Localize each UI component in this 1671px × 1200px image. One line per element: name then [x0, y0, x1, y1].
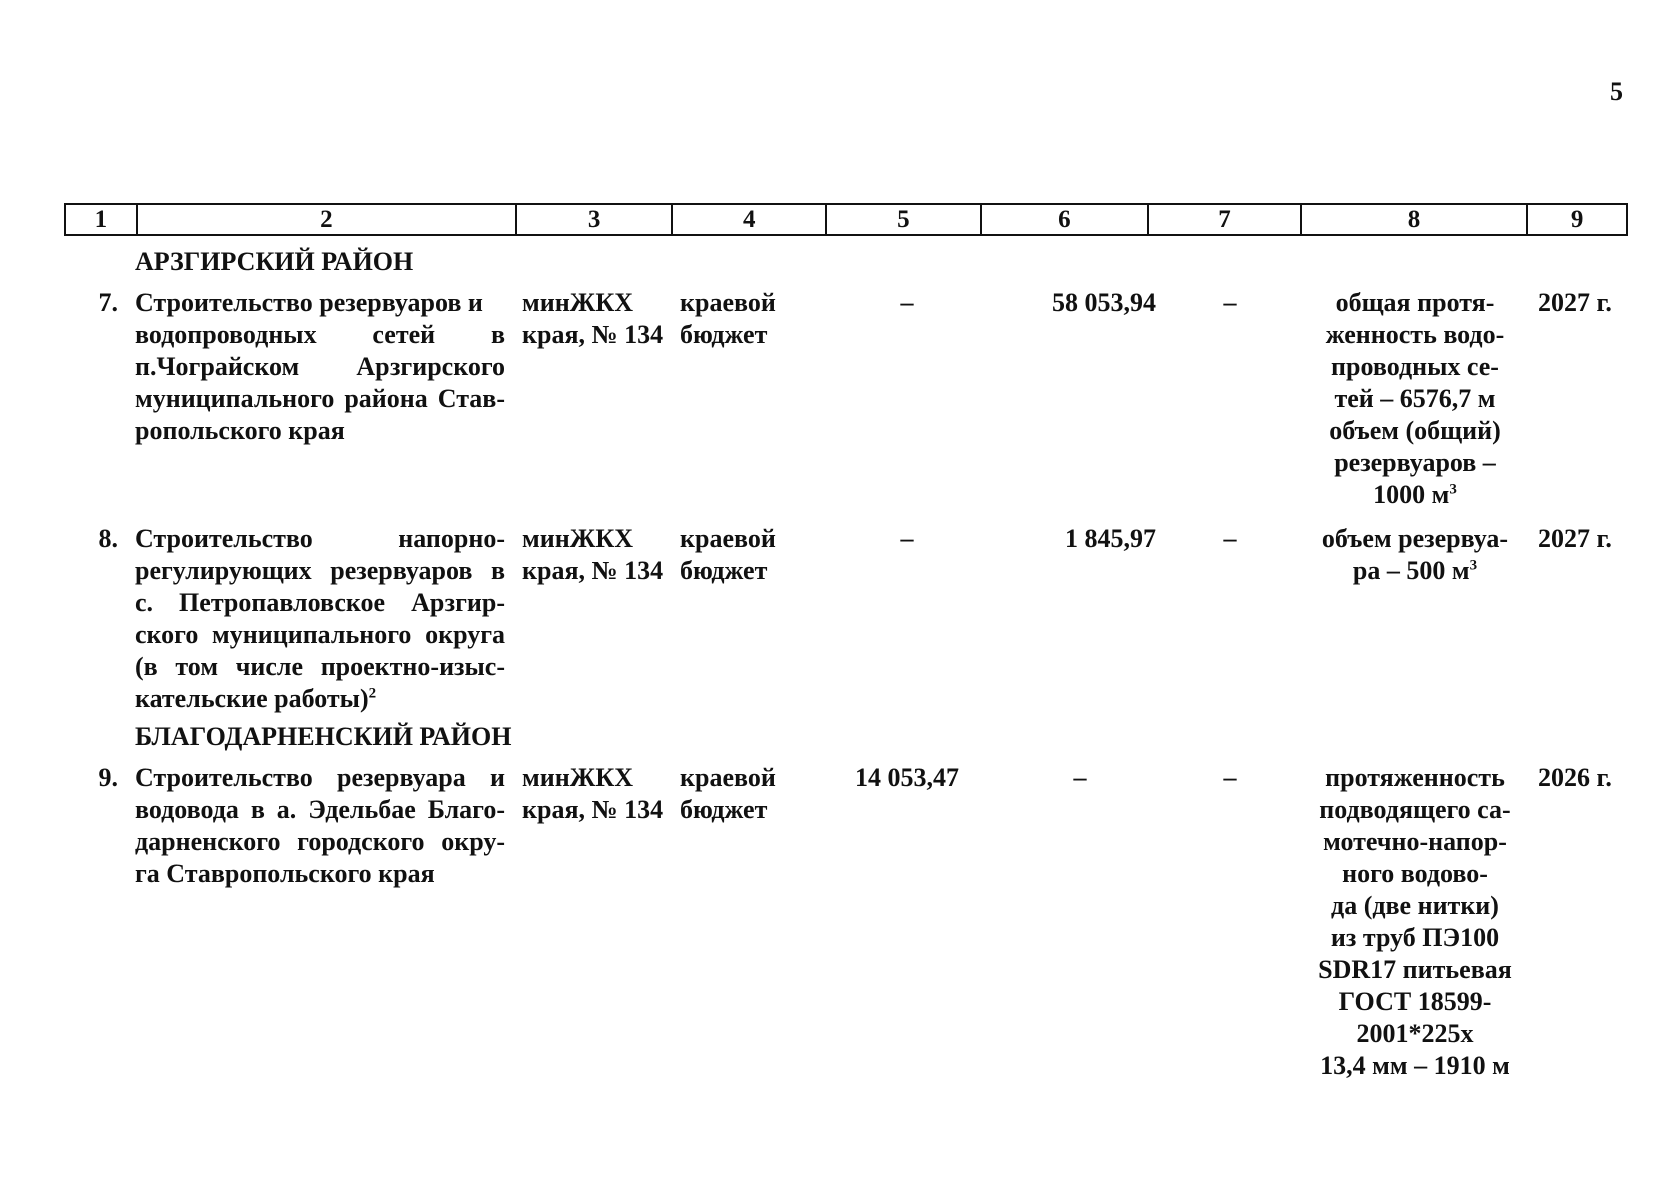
result-line: [1300, 555, 1530, 587]
source-line: бюджет: [680, 320, 768, 349]
row-number: 8.: [98, 524, 118, 553]
result-line: из труб ПЭ100: [1330, 923, 1500, 952]
footnote-marker: 2: [368, 685, 377, 702]
result-line: [1300, 479, 1530, 511]
authority-line: минЖКХ: [522, 763, 634, 792]
name-line: [135, 555, 505, 587]
name-line-text: кательские работы): [135, 684, 369, 713]
source-line: краевой: [680, 288, 776, 317]
result-line: да (две нитки): [1331, 891, 1499, 920]
result-line: подводящего са-: [1319, 795, 1511, 824]
name-line-text: ропольского края: [135, 416, 345, 445]
name-line: [135, 383, 505, 415]
row-number: 7.: [98, 288, 118, 317]
authority-line: минЖКХ: [522, 288, 634, 317]
row-col6: 58 053,94: [1052, 288, 1156, 317]
header-col-8: 8: [1302, 205, 1528, 234]
result-line: 2001*225х: [1356, 1019, 1474, 1048]
row-authority: [522, 287, 670, 351]
source-line: краевой: [680, 524, 776, 553]
row-authority: [522, 762, 670, 826]
row-col5: –: [900, 524, 914, 553]
name-line-text: Строительство резервуаров и: [135, 288, 483, 317]
name-line-text: водопроводных сетей в: [135, 320, 505, 349]
name-line-text: дарненского городского окру-: [135, 827, 505, 856]
name-line: [135, 319, 505, 351]
name-line: [135, 587, 505, 619]
name-line: [135, 415, 505, 447]
result-line: резервуаров –: [1334, 448, 1496, 477]
name-line-text: муниципального района Став-: [135, 384, 505, 413]
name-line-text: Строительство напорно-: [135, 524, 505, 553]
name-line: [135, 794, 505, 826]
row-result: [1300, 287, 1530, 511]
result-line: SDR17 питьевая: [1318, 955, 1512, 984]
row-col7: –: [1223, 763, 1237, 792]
result-line: женность водо-: [1325, 320, 1505, 349]
row-name: [135, 287, 505, 447]
table-header-row: [64, 203, 1628, 236]
row-year: 2027 г.: [1538, 288, 1612, 317]
name-line: [135, 351, 505, 383]
result-line: объем резервуа-: [1321, 524, 1509, 553]
result-line: мотечно-напор-: [1323, 827, 1507, 856]
row-result: [1300, 762, 1530, 1082]
row-number: 9.: [98, 763, 118, 792]
authority-line: минЖКХ: [522, 524, 634, 553]
header-col-2: 2: [138, 205, 517, 234]
row-source: [680, 523, 790, 587]
result-line-text: ра – 500 м: [1352, 556, 1470, 585]
name-line-text: ского муниципального округа: [135, 620, 505, 649]
header-col-4: 4: [673, 205, 827, 234]
result-line: ГОСТ 18599-: [1338, 987, 1492, 1016]
result-line: проводных се-: [1331, 352, 1499, 381]
row-col6: 1 845,97: [1065, 524, 1156, 553]
row-col7: –: [1223, 524, 1237, 553]
name-line: [135, 826, 505, 858]
header-col-5: 5: [827, 205, 982, 234]
name-line: [135, 858, 505, 890]
row-col7: –: [1223, 288, 1237, 317]
name-line-text: п.Чограйском Арзгирского: [135, 352, 505, 381]
name-line: [135, 619, 505, 651]
name-line-text: га Ставропольского края: [135, 859, 435, 888]
header-col-6: 6: [982, 205, 1150, 234]
name-line: [135, 651, 505, 683]
superscript: 3: [1449, 481, 1457, 498]
header-col-1: 1: [66, 205, 138, 234]
result-line: общая протя-: [1335, 288, 1495, 317]
result-line: протяженность: [1325, 763, 1505, 792]
name-line-text: (в том числе проектно-изыс-: [135, 652, 505, 681]
row-name: [135, 523, 505, 715]
row-col6: –: [1073, 763, 1087, 792]
result-line: ного водово-: [1342, 859, 1488, 888]
name-line: [135, 762, 505, 794]
row-authority: [522, 523, 670, 587]
row-col5: 14 053,47: [855, 763, 959, 792]
result-line-text: 1000 м: [1373, 480, 1450, 509]
name-line-text: с. Петропавловское Арзгир-: [135, 588, 505, 617]
name-line: [135, 683, 505, 715]
result-line: 13,4 мм – 1910 м: [1320, 1051, 1510, 1080]
authority-line: края, № 134: [522, 320, 664, 349]
name-line-text: Строительство резервуара и: [135, 763, 505, 792]
row-result: [1300, 523, 1530, 587]
row-year: 2027 г.: [1538, 524, 1612, 553]
header-col-3: 3: [517, 205, 674, 234]
name-line: [135, 523, 505, 555]
row-source: [680, 287, 790, 351]
superscript: 3: [1469, 557, 1478, 574]
result-line: объем (общий): [1329, 416, 1501, 445]
name-line-text: водовода в а. Эдельбае Благо-: [135, 795, 505, 824]
row-col5: –: [900, 288, 914, 317]
row-source: [680, 762, 790, 826]
name-line-text: регулирующих резервуаров в: [135, 556, 505, 585]
authority-line: края, № 134: [522, 795, 664, 824]
page-number: 5: [1610, 77, 1623, 106]
header-col-9: 9: [1570, 206, 1584, 233]
section-title: АРЗГИРСКИЙ РАЙОН: [135, 247, 414, 276]
row-year: 2026 г.: [1538, 763, 1612, 792]
source-line: бюджет: [680, 556, 768, 585]
row-name: [135, 762, 505, 890]
authority-line: края, № 134: [522, 556, 664, 585]
header-col-7: 7: [1149, 205, 1302, 234]
name-line: [135, 287, 505, 319]
section-title: БЛАГОДАРНЕНСКИЙ РАЙОН: [135, 722, 512, 751]
source-line: бюджет: [680, 795, 768, 824]
result-line: тей – 6576,7 м: [1334, 384, 1496, 413]
source-line: краевой: [680, 763, 776, 792]
